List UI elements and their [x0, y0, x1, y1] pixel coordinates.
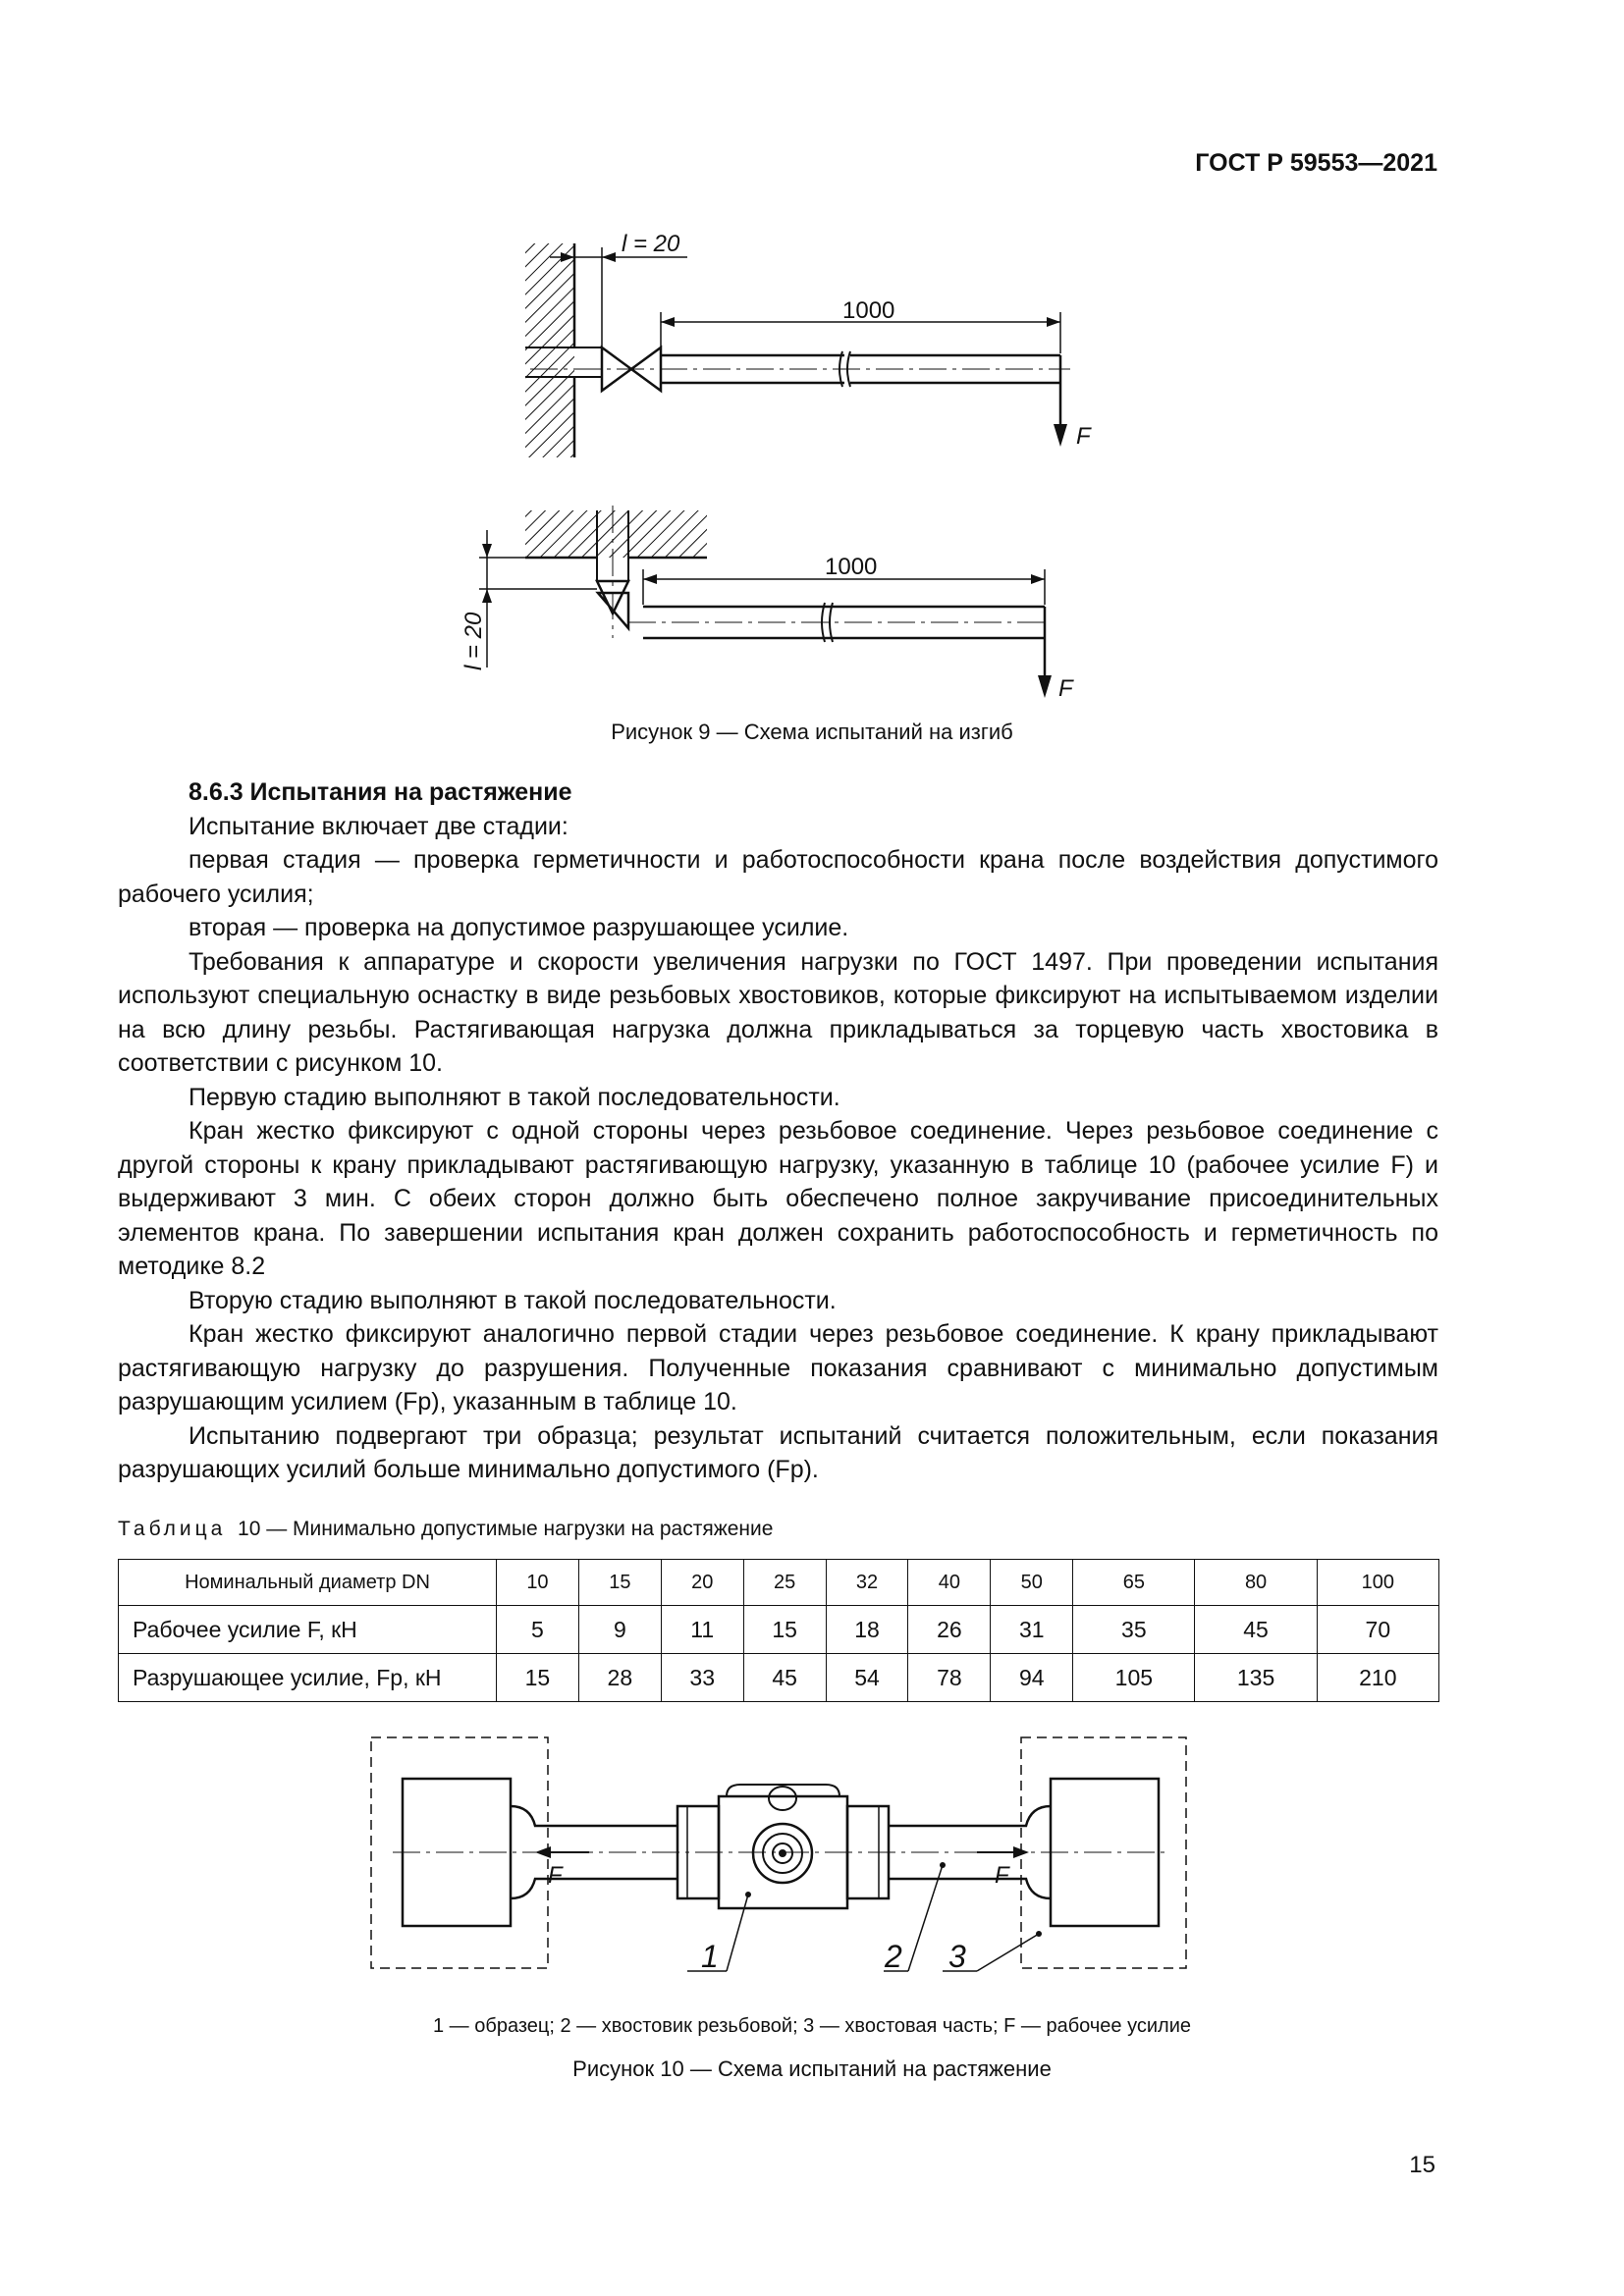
paragraph: Испытанию подвергают три образца; результат испытаний считается положительным, если показания разрушающих усилий больше минимально допустимого (Fp).: [118, 1421, 1438, 1483]
table-title-word: Таблица: [118, 1518, 227, 1540]
table-title-rest: 10 — Минимально допустимые нагрузки на растяжение: [238, 1518, 774, 1540]
paragraph: Первую стадию выполняют в такой последовательности.: [189, 1083, 840, 1111]
table-cell: 105: [1073, 1654, 1195, 1702]
table-cell: 18: [826, 1606, 908, 1654]
table-cell: 78: [908, 1654, 991, 1702]
paragraph: Вторую стадию выполняют в такой последовательности.: [189, 1286, 837, 1314]
wall-hatch-top: [525, 243, 574, 457]
figure-9-diagram: [0, 0, 1624, 746]
paragraph: вторая — проверка на допустимое разрушающее усилие.: [189, 914, 849, 941]
table-cell: 54: [826, 1654, 908, 1702]
dn-cell: 20: [661, 1560, 743, 1606]
paragraph: Требования к аппаратуре и скорости увеличения нагрузки по ГОСТ 1497. При проведении испытания используют специальную оснастку в виде резьбовых хвостовиков, которые фиксируют на испытываемом изделии на всю длину резьбы. Растягивающая нагрузка должна прикладываться за торцевую часть хвостовика в соответствии с рисунком 10.: [118, 947, 1438, 1077]
section-8-6-3: [118, 775, 1438, 1487]
paragraph: Кран жестко фиксируют с одной стороны через резьбовое соединение. Через резьбовое соединение с другой стороны к крану прикладывают растягивающую нагрузку, указанную в таблице 10 (рабочее усилие F) и выдерживают 3 мин. С обеих сторон должно быть обеспечено полное закручивание присоединительных элементов крана. По завершении испытания кран должен сохранить работоспособность и герметичность по методике 8.2: [118, 1117, 1438, 1280]
callout-1: 1: [701, 1939, 719, 1974]
table-cell: 28: [578, 1654, 661, 1702]
table-10: [118, 1559, 1439, 1702]
dn-cell: 40: [908, 1560, 991, 1606]
row-label: Разрушающее усилие, Fp, кН: [119, 1654, 497, 1702]
table-cell: 11: [661, 1606, 743, 1654]
dim-l-20-top: l = 20: [622, 231, 680, 257]
table-cell: 5: [497, 1606, 579, 1654]
figure-10-legend: 1 — образец; 2 — хвостовик резьбовой; 3 — хвостовая часть; F — рабочее усилие: [433, 2015, 1191, 2037]
section-heading: 8.6.3 Испытания на растяжение: [189, 778, 572, 806]
table-header-row: [119, 1560, 1439, 1606]
figure-9-caption: Рисунок 9 — Схема испытаний на изгиб: [611, 720, 1013, 744]
force-label-top: F: [1076, 423, 1091, 450]
table-header-label: Номинальный диаметр DN: [119, 1560, 497, 1606]
dim-1000-bottom: 1000: [825, 554, 878, 580]
force-label-right: F: [995, 1862, 1009, 1889]
wall-hatch-bottom: [525, 510, 707, 558]
dn-cell: 10: [497, 1560, 579, 1606]
force-label-bottom: F: [1058, 675, 1073, 702]
table-cell: 135: [1195, 1654, 1317, 1702]
paragraph: Испытание включает две стадии:: [189, 812, 568, 840]
table-cell: 9: [578, 1606, 661, 1654]
table-10-title: [118, 1518, 773, 1541]
callout-2: 2: [885, 1939, 902, 1974]
table-cell: 26: [908, 1606, 991, 1654]
force-label-left: F: [548, 1862, 563, 1889]
table-row-working-force: [119, 1606, 1439, 1654]
figure-10-diagram: [0, 1728, 1624, 2032]
document-id: ГОСТ Р 59553—2021: [1195, 149, 1437, 177]
callout-3: 3: [948, 1939, 966, 1974]
dn-cell: 65: [1073, 1560, 1195, 1606]
table-cell: 35: [1073, 1606, 1195, 1654]
dn-cell: 50: [991, 1560, 1073, 1606]
table-cell: 15: [497, 1654, 579, 1702]
table-cell: 45: [1195, 1606, 1317, 1654]
dn-cell: 25: [743, 1560, 826, 1606]
dn-cell: 15: [578, 1560, 661, 1606]
dn-cell: 80: [1195, 1560, 1317, 1606]
dn-cell: 32: [826, 1560, 908, 1606]
table-cell: 45: [743, 1654, 826, 1702]
page-number: 15: [1409, 2152, 1435, 2178]
table-cell: 210: [1317, 1654, 1438, 1702]
dn-cell: 100: [1317, 1560, 1438, 1606]
figure-10-caption: Рисунок 10 — Схема испытаний на растяжение: [572, 2056, 1052, 2081]
table-cell: 70: [1317, 1606, 1438, 1654]
dim-1000-top: 1000: [842, 297, 895, 324]
paragraph: Кран жестко фиксируют аналогично первой стадии через резьбовое соединение. К крану прикладывают растягивающую нагрузку до разрушения. Полученные показания сравнивают с минимально допустимым разрушающим усилием (Fp), указанным в таблице 10.: [118, 1320, 1438, 1415]
paragraph: первая стадия — проверка герметичности и работоспособности крана после воздействия допустимого рабочего усилия;: [118, 846, 1438, 908]
dim-l-20-bottom: l = 20: [460, 612, 487, 670]
table-cell: 33: [661, 1654, 743, 1702]
table-row-breaking-force: [119, 1654, 1439, 1702]
table-cell: 15: [743, 1606, 826, 1654]
table-cell: 94: [991, 1654, 1073, 1702]
table-cell: 31: [991, 1606, 1073, 1654]
row-label: Рабочее усилие F, кН: [119, 1606, 497, 1654]
